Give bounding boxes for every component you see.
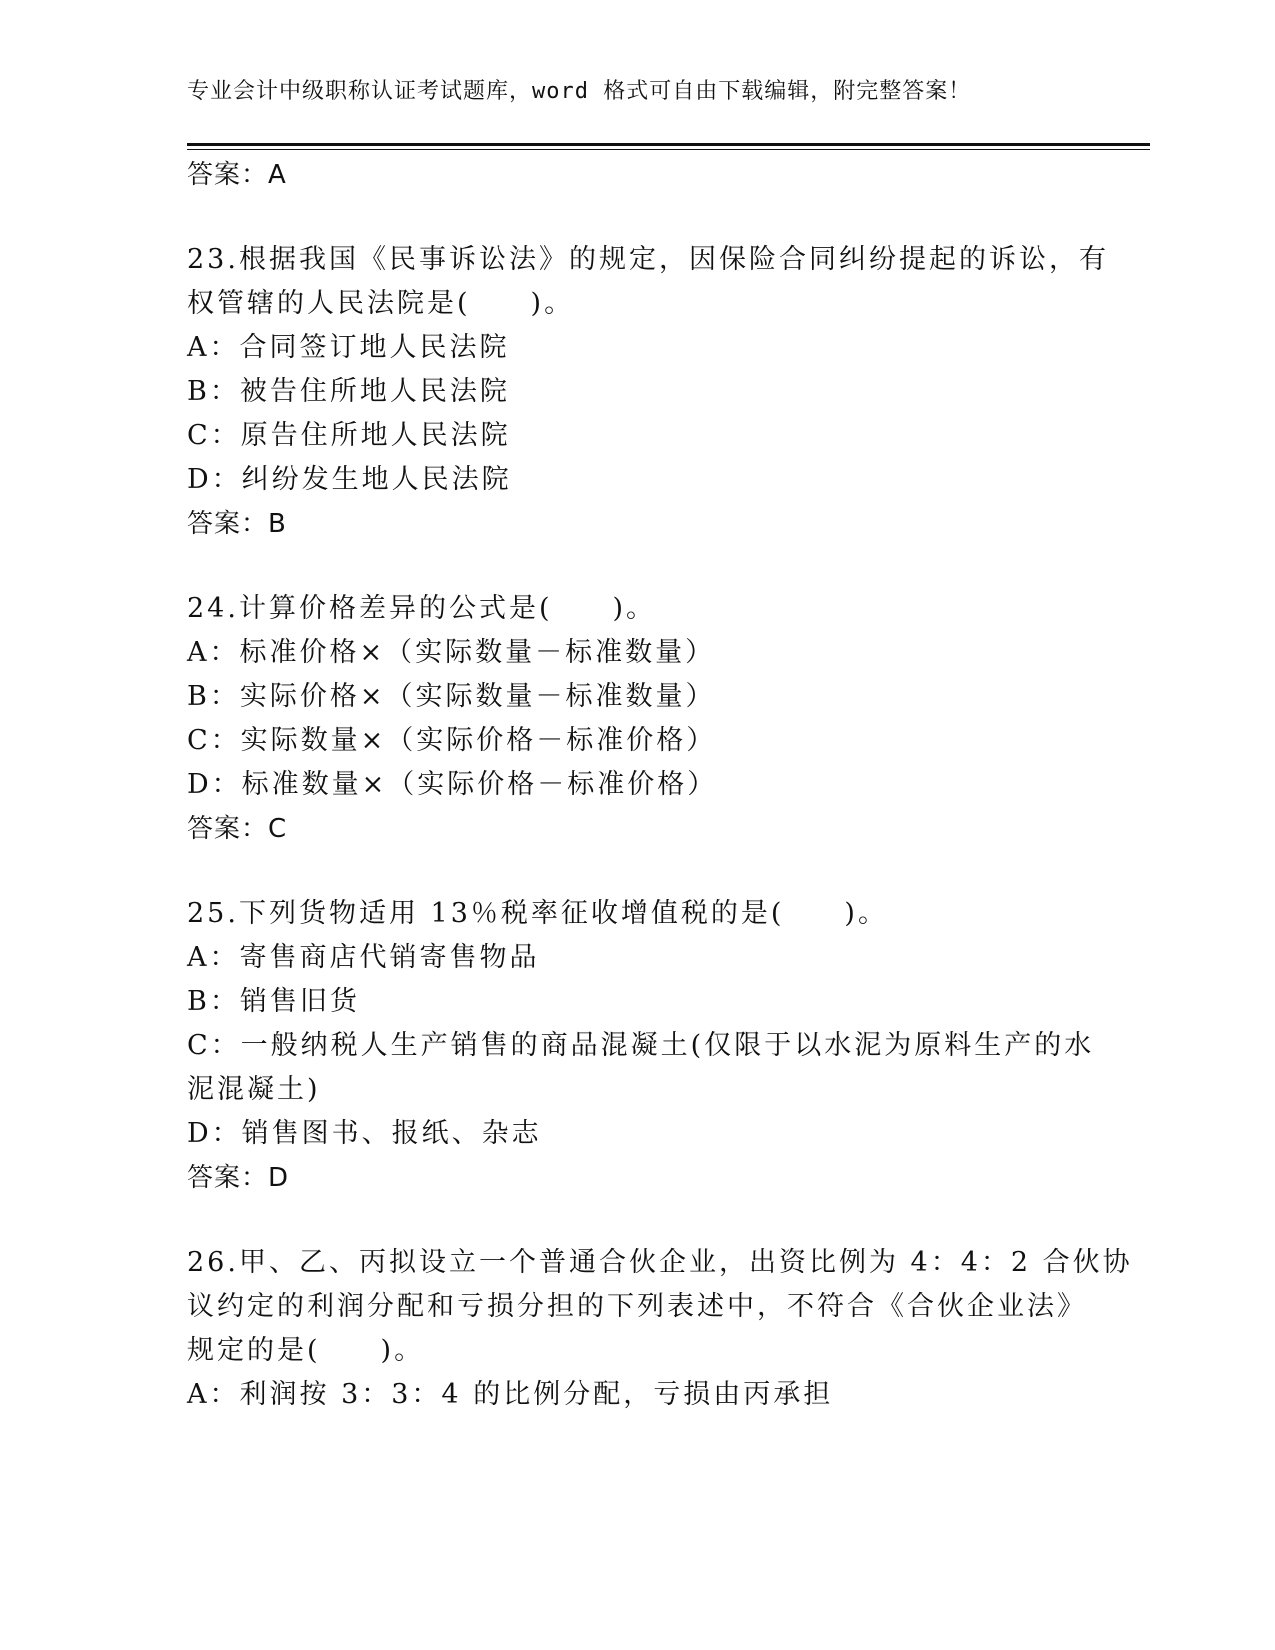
question-26-option-a: A：利润按 3：3：4 的比例分配，亏损由丙承担 bbox=[187, 1379, 834, 1410]
question-24-answer: 答案：C bbox=[187, 814, 288, 844]
question-23-stem-line1: 23.根据我国《民事诉讼法》的规定，因保险合同纠纷提起的诉讼，有 bbox=[187, 244, 1109, 275]
question-24-option-b: B：实际价格×（实际数量－标准数量） bbox=[187, 681, 716, 712]
question-24-option-d: D：标准数量×（实际价格－标准价格） bbox=[187, 769, 718, 800]
question-26-stem-line3: 规定的是( )。 bbox=[187, 1335, 425, 1366]
question-23-stem-line2: 权管辖的人民法院是( )。 bbox=[187, 288, 575, 319]
header-rule-thick bbox=[187, 143, 1150, 146]
question-23-option-d: D：纠纷发生地人民法院 bbox=[187, 464, 512, 495]
question-25-option-c-line1: C：一般纳税人生产销售的商品混凝土(仅限于以水泥为原料生产的水 bbox=[187, 1030, 1095, 1061]
question-25-option-a: A：寄售商店代销寄售物品 bbox=[187, 942, 540, 973]
question-23-option-c: C：原告住所地人民法院 bbox=[187, 420, 511, 451]
question-26-stem-line1: 26.甲、乙、丙拟设立一个普通合伙企业，出资比例为 4：4：2 合伙协 bbox=[187, 1247, 1133, 1278]
question-23-option-b: B：被告住所地人民法院 bbox=[187, 376, 510, 407]
header-rule-thin bbox=[187, 149, 1150, 150]
question-25-answer: 答案：D bbox=[187, 1163, 290, 1193]
question-25-option-d: D：销售图书、报纸、杂志 bbox=[187, 1118, 542, 1149]
question-25-option-b: B：销售旧货 bbox=[187, 986, 360, 1017]
question-24-stem-line1: 24.计算价格差异的公式是( )。 bbox=[187, 593, 657, 624]
question-23-answer: 答案：B bbox=[187, 509, 287, 539]
question-25-stem-line1: 25.下列货物适用 13％税率征收增值税的是( )。 bbox=[187, 898, 888, 929]
question-24-option-c: C：实际数量×（实际价格－标准价格） bbox=[187, 725, 717, 756]
question-25-option-c-line2: 泥混凝土) bbox=[187, 1074, 321, 1105]
question-23-option-a: A：合同签订地人民法院 bbox=[187, 332, 510, 363]
page-header: 专业会计中级职称认证考试题库，word 格式可自由下载编辑，附完整答案！ bbox=[187, 79, 972, 104]
question-26-stem-line2: 议约定的利润分配和亏损分担的下列表述中，不符合《合伙企业法》 bbox=[187, 1291, 1087, 1322]
question-24-option-a: A：标准价格×（实际数量－标准数量） bbox=[187, 637, 716, 668]
answer-line: 答案：A bbox=[187, 160, 287, 190]
